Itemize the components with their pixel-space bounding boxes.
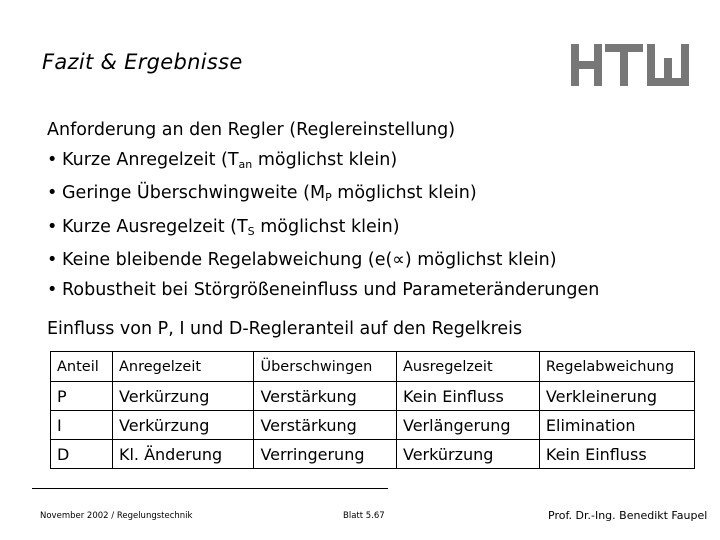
footer-course: November 2002 / Regelungstechnik [40,511,193,521]
header-cell: Anteil [51,352,113,382]
table-cell: Verstärkung [254,382,397,411]
table-cell: Kein Einfluss [539,440,694,469]
table-cell: I [51,411,113,440]
table-cell: Kein Einfluss [397,382,540,411]
header-cell: Anregelzeit [112,352,253,382]
requirements-section [47,116,599,305]
requirements-heading: Anforderung an den Regler (Reglereinstellung) [47,120,456,140]
slide-title: Fazit & Ergebnisse [42,50,243,74]
header-cell: Ausregelzeit [397,352,540,382]
table-row [51,382,695,411]
table-cell: Kl. Änderung [112,440,253,469]
table-header-row [51,352,695,382]
table-cell: D [51,440,113,469]
htw-logo [571,42,692,88]
table-cell: Verkürzung [112,411,253,440]
table-cell: Verlängerung [397,411,540,440]
table-cell: Verkürzung [397,440,540,469]
requirement-item-rise-time: • Kurze Anregelzeit ($T_{an}$ möglichst klein) [47,146,599,180]
requirement-item-overshoot: • Geringe Überschwingweite ($M_P$ möglichst klein) [47,179,599,213]
footer-author: Prof. Dr.-Ing. Benedikt Faupel [548,509,708,522]
table-cell: P [51,382,113,411]
header-cell: Regelabweichung [539,352,694,382]
footer-divider [32,488,388,489]
footer-page-number: Blatt 5.67 [343,511,385,521]
requirements-list [47,146,599,306]
table-cell: Verringerung [254,440,397,469]
influence-table [50,351,695,469]
table-cell: Verstärkung [254,411,397,440]
influence-heading: Einfluss von P, I und D-Regleranteil auf den Regelkreis [47,319,523,339]
table-cell: Elimination [539,411,694,440]
table-cell: Verkleinerung [539,382,694,411]
requirement-item-robustness: • Robustheit bei Störgrößeneinfluss und Parameteränderungen [47,276,599,306]
table-row [51,411,695,440]
table-cell: Verkürzung [112,382,253,411]
requirement-item-steady-state-error: • Keine bleibende Regelabweichung (e(∝) möglichst klein) [47,246,599,276]
table-row [51,440,695,469]
requirement-item-settling-time: • Kurze Ausregelzeit ($T_S$ möglichst klein) [47,213,599,247]
header-cell: Überschwingen [254,352,397,382]
